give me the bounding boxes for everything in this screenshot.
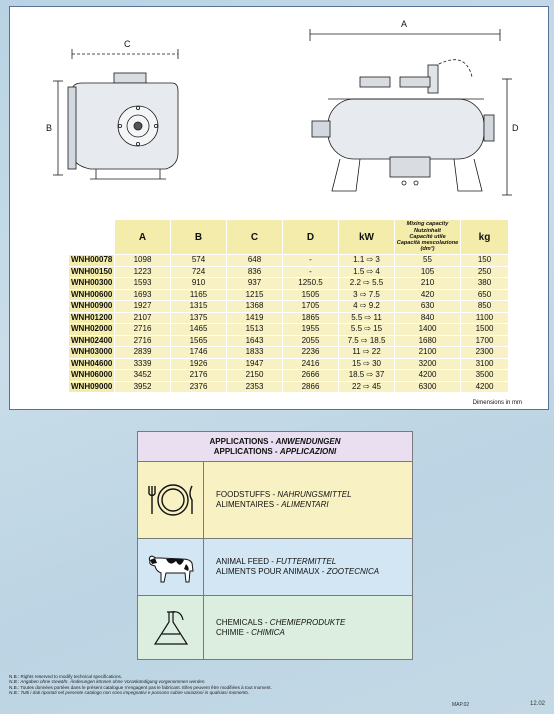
machine-drawing xyxy=(10,7,550,217)
table-cell: 2107 xyxy=(115,312,171,324)
footer-reference: MAP.02 xyxy=(452,702,470,708)
footer-note-en: N.B.: Rights reserved to modify technical specifications. xyxy=(9,674,123,679)
model-cell: WNH00900 xyxy=(69,301,115,313)
label-a: A xyxy=(401,19,408,29)
model-cell: WNH00078 xyxy=(69,255,115,267)
table-row xyxy=(69,289,509,301)
table-row xyxy=(69,324,509,336)
table-cell: 22 ⇨ 45 xyxy=(339,381,395,393)
application-animal-feed: ANIMAL FEED - FUTTERMITTEL ALIMENTS POUR ANIMAUX - ZOOTECNICA xyxy=(138,539,412,596)
flask-icon xyxy=(149,606,193,650)
table-cell: 4200 xyxy=(395,370,461,382)
table-cell: 1513 xyxy=(227,324,283,336)
table-cell: 3952 xyxy=(115,381,171,393)
footer-note-fr: N.B.: Toutes données portées dans le présent catalogue n'engagent pas le fabricant. Elles peuvent être modifiées à tout moment. xyxy=(9,684,272,690)
label-b: B xyxy=(46,123,53,133)
table-cell: 1865 xyxy=(283,312,339,324)
table-cell: 1833 xyxy=(227,347,283,359)
model-cell: WNH06000 xyxy=(69,370,115,382)
table-cell: 2866 xyxy=(283,381,339,393)
table-row xyxy=(69,347,509,359)
table-cell: 2176 xyxy=(171,370,227,382)
header-c: C xyxy=(227,220,283,255)
table-cell: 5.5 ⇨ 15 xyxy=(339,324,395,336)
table-row xyxy=(69,370,509,382)
table-cell: 210 xyxy=(395,278,461,290)
table-cell: 250 xyxy=(461,266,509,278)
table-cell: 2839 xyxy=(115,347,171,359)
table-cell: 2236 xyxy=(283,347,339,359)
table-cell: 3339 xyxy=(115,358,171,370)
table-cell: 2353 xyxy=(227,381,283,393)
table-cell: 1400 xyxy=(395,324,461,336)
table-cell: 1100 xyxy=(461,312,509,324)
table-row xyxy=(69,312,509,324)
table-cell: 11 ⇨ 22 xyxy=(339,347,395,359)
table-cell: 1.1 ⇨ 3 xyxy=(339,255,395,267)
table-cell: 2055 xyxy=(283,335,339,347)
table-cell: 2716 xyxy=(115,324,171,336)
model-cell: WNH00150 xyxy=(69,266,115,278)
table-cell: 1693 xyxy=(115,289,171,301)
table-cell: 2716 xyxy=(115,335,171,347)
table-cell: 1927 xyxy=(115,301,171,313)
table-cell: 850 xyxy=(461,301,509,313)
table-cell: 724 xyxy=(171,266,227,278)
dimensions-note: Dimensions in mm xyxy=(472,400,522,406)
table-cell: 2150 xyxy=(227,370,283,382)
table-cell: 4 ⇨ 9.2 xyxy=(339,301,395,313)
table-row xyxy=(69,381,509,393)
table-cell: 1705 xyxy=(283,301,339,313)
table-cell: 1250.5 xyxy=(283,278,339,290)
table-cell: 15 ⇨ 30 xyxy=(339,358,395,370)
model-cell: WNH09000 xyxy=(69,381,115,393)
table-cell: 836 xyxy=(227,266,283,278)
application-chemicals: CHEMICALS - CHEMIEPRODUKTE CHIMIE - CHIMICA xyxy=(138,596,412,659)
table-cell: 4200 xyxy=(461,381,509,393)
header-d: D xyxy=(283,220,339,255)
table-cell: 3200 xyxy=(395,358,461,370)
table-cell: 6300 xyxy=(395,381,461,393)
table-cell: 574 xyxy=(171,255,227,267)
table-cell: 380 xyxy=(461,278,509,290)
table-cell: 1419 xyxy=(227,312,283,324)
label-d: D xyxy=(512,123,519,133)
table-cell: 840 xyxy=(395,312,461,324)
table-cell: 910 xyxy=(171,278,227,290)
table-cell: 630 xyxy=(395,301,461,313)
table-header-row xyxy=(69,220,509,255)
table-cell: - xyxy=(283,255,339,267)
table-cell: 1947 xyxy=(227,358,283,370)
table-cell: 3500 xyxy=(461,370,509,382)
table-cell: 1505 xyxy=(283,289,339,301)
header-a: A xyxy=(115,220,171,255)
table-cell: 1.5 ⇨ 4 xyxy=(339,266,395,278)
model-cell: WNH00300 xyxy=(69,278,115,290)
table-cell: 3 ⇨ 7.5 xyxy=(339,289,395,301)
table-row xyxy=(69,278,509,290)
table-cell: 3452 xyxy=(115,370,171,382)
model-cell: WNH02000 xyxy=(69,324,115,336)
footer-note-it: N.B.: Tutti i dati riportati nel presente catalogo non sono impegnativi e possono subire variazioni in qualsiasi momento. xyxy=(9,690,250,696)
table-cell: 1223 xyxy=(115,266,171,278)
header-b: B xyxy=(171,220,227,255)
applications-box xyxy=(137,431,413,660)
cow-icon xyxy=(146,549,196,585)
footer-note-de: N.B.: Angaben ohne Gewähr. Änderungen können ohne Vorankündigung vorgenommen werden. xyxy=(9,679,206,685)
footer-date: 12.02 xyxy=(530,701,546,707)
technical-panel xyxy=(9,6,549,410)
table-cell: 1465 xyxy=(171,324,227,336)
dimensions-table xyxy=(68,219,509,393)
table-cell: - xyxy=(283,266,339,278)
table-cell: 1500 xyxy=(461,324,509,336)
table-cell: 1680 xyxy=(395,335,461,347)
table-cell: 650 xyxy=(461,289,509,301)
model-cell: WNH02400 xyxy=(69,335,115,347)
table-cell: 2416 xyxy=(283,358,339,370)
table-cell: 1165 xyxy=(171,289,227,301)
model-cell: WNH00600 xyxy=(69,289,115,301)
table-cell: 937 xyxy=(227,278,283,290)
table-row xyxy=(69,301,509,313)
table-cell: 2300 xyxy=(461,347,509,359)
table-cell: 1593 xyxy=(115,278,171,290)
table-cell: 2376 xyxy=(171,381,227,393)
application-foodstuffs: FOODSTUFFS - NAHRUNGSMITTEL ALIMENTAIRES - ALIMENTARI xyxy=(138,462,412,539)
table-cell: 1746 xyxy=(171,347,227,359)
table-cell: 55 xyxy=(395,255,461,267)
table-cell: 5.5 ⇨ 11 xyxy=(339,312,395,324)
table-cell: 420 xyxy=(395,289,461,301)
table-cell: 1700 xyxy=(461,335,509,347)
model-cell: WNH01200 xyxy=(69,312,115,324)
table-cell: 2666 xyxy=(283,370,339,382)
header-kw: kW xyxy=(339,220,395,255)
header-empty xyxy=(69,220,115,255)
plate-cutlery-icon xyxy=(146,480,196,520)
header-mixing-capacity: Mixing capacity Nutzinhalt Capacité utile Capacità mescolazione (dm³) xyxy=(395,220,461,255)
table-cell: 7.5 ⇨ 18.5 xyxy=(339,335,395,347)
footer-notes xyxy=(9,674,272,696)
table-cell: 1315 xyxy=(171,301,227,313)
table-row xyxy=(69,335,509,347)
table-cell: 1926 xyxy=(171,358,227,370)
model-cell: WNH04600 xyxy=(69,358,115,370)
table-cell: 1955 xyxy=(283,324,339,336)
table-row xyxy=(69,255,509,267)
table-row xyxy=(69,358,509,370)
table-cell: 3100 xyxy=(461,358,509,370)
table-cell: 648 xyxy=(227,255,283,267)
table-cell: 1215 xyxy=(227,289,283,301)
table-cell: 150 xyxy=(461,255,509,267)
table-cell: 1098 xyxy=(115,255,171,267)
applications-title: APPLICATIONS - ANWENDUNGEN APPLICATIONS - APPLICAZIONI xyxy=(138,432,412,462)
table-cell: 1643 xyxy=(227,335,283,347)
model-cell: WNH03000 xyxy=(69,347,115,359)
header-kg: kg xyxy=(461,220,509,255)
table-cell: 1368 xyxy=(227,301,283,313)
table-cell: 18.5 ⇨ 37 xyxy=(339,370,395,382)
table-cell: 1565 xyxy=(171,335,227,347)
table-cell: 2.2 ⇨ 5.5 xyxy=(339,278,395,290)
table-cell: 1375 xyxy=(171,312,227,324)
table-row xyxy=(69,266,509,278)
table-cell: 105 xyxy=(395,266,461,278)
label-c: C xyxy=(124,39,131,49)
table-cell: 2100 xyxy=(395,347,461,359)
